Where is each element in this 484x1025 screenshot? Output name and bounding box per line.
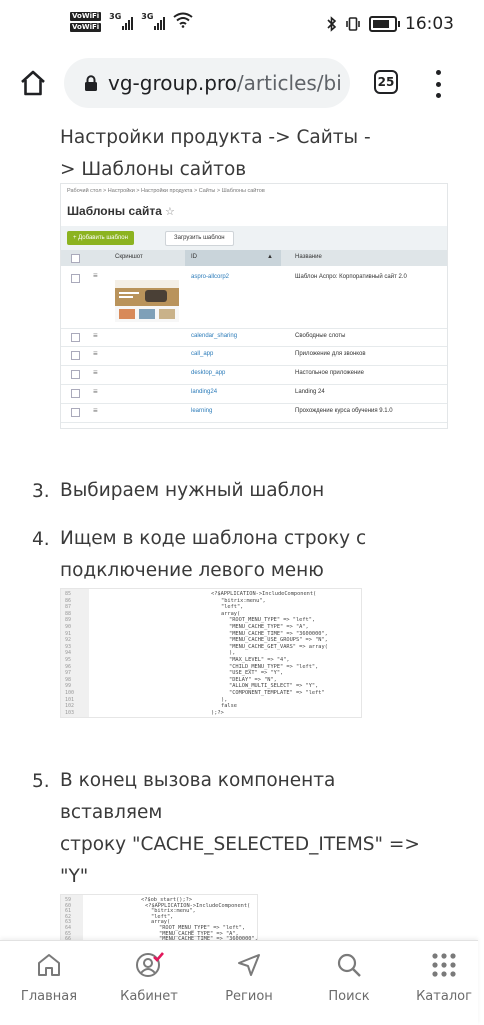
code-line-number: 64 [65,925,72,931]
s1-col-screenshot: Скриншот [115,254,143,260]
code-line-number: 91 [65,630,72,637]
step-5-line-4: "Y" [60,866,89,887]
status-right [327,14,454,34]
s1-header-checkbox [71,254,80,263]
code-line: "MENU_CACHE_TYPE" => "A", [159,930,239,937]
code-line: "MENU_CACHE_GET_VARS" => array( [229,643,328,650]
signal-2-icon: 3G [141,12,165,30]
code-line: );?> [211,709,224,716]
code-line-number: 93 [65,643,72,650]
s1-table-header [61,250,447,266]
code-line-number: 86 [65,597,72,604]
nav-region[interactable] [204,951,294,1004]
code-line: "left", [151,913,174,920]
row-menu-icon: ≡ [93,368,98,377]
nav-cabinet-label: Кабинет [120,989,178,1004]
row-id: aspro-allcorp2 [191,274,230,280]
row-name: Landing 24 [295,389,325,395]
step-5-line-2: вставляем [60,802,163,823]
step-3-text: Выбираем нужный шаблон [60,480,325,501]
code-line-number: 99 [65,683,72,690]
address-bar[interactable] [64,58,350,108]
step-5-number: 5. [32,771,50,792]
volte-badges [70,12,101,32]
code-line: "bitrix:menu", [151,908,196,915]
code-line: "MENU_CACHE_TIME" => "3600000", [229,630,328,637]
nav-search-label: Поиск [328,989,370,1004]
step-5-line-3: строку "CACHE_SELECTED_ITEMS" => [60,834,420,855]
row-checkbox [71,333,80,342]
s1-title: Шаблоны сайта [67,204,162,218]
row-name: Настольное приложение [295,370,364,376]
nav-home-label: Главная [20,989,78,1004]
s1-upload-template-button: Загрузить шаблон [165,231,234,246]
code-line-number: 100 [65,690,75,696]
code-line-number: 60 [65,902,72,909]
row-menu-icon: ≡ [93,331,98,340]
code-line-number: 65 [65,930,72,937]
row-checkbox [71,389,80,398]
code-line: ), [221,696,228,703]
volte-badge-2: VoWiFi [72,23,100,31]
code-line-number: 94 [65,650,72,657]
status-bar [0,0,478,52]
code-line: "MENU_CACHE_USE_GROUPS" => "N", [229,637,328,644]
step-5-line-1: В конец вызова компонента [60,770,336,791]
row-menu-icon: ≡ [93,271,98,280]
row-checkbox [71,351,80,360]
s1-add-template-button: + Добавить шаблон [67,231,134,245]
table-row [61,403,447,423]
tab-switcher-button[interactable]: 25 [374,70,398,94]
code-line-number: 87 [65,604,72,611]
code-screenshot-left-menu [60,588,362,718]
code-line: array( [151,919,171,926]
intro-line-1: Настройки продукта -> Сайты - [60,127,371,148]
step-3-number: 3. [32,481,50,502]
row-checkbox [71,370,80,379]
code-line: "left", [221,604,244,611]
row-checkbox [71,408,80,417]
step-4-line-2: подключение левого меню [60,560,324,581]
templates-screenshot [60,183,448,429]
code-line-number: 96 [65,663,72,670]
code-line: <?$APPLICATION->IncludeComponent( [211,591,317,597]
more-menu-icon[interactable] [432,70,444,98]
code-line-number: 88 [65,610,72,617]
status-left [70,12,193,32]
nav-region-label: Регион [225,989,273,1004]
star-icon: ☆ [165,206,175,218]
code-line-number: 101 [65,696,75,703]
row-name: Свободные слоты [295,333,346,339]
nav-catalog[interactable] [404,951,484,1004]
row-id: calendar_sharing [191,333,238,339]
intro-line-2: > Шаблоны сайтов [60,159,247,180]
code-line: "bitrix:menu", [221,597,266,604]
code-line: "USE_EXT" => "Y", [229,670,284,677]
row-checkbox [71,274,80,283]
code-line: "ALLOW_MULTI_SELECT" => "Y", [229,683,319,690]
grid-icon [430,951,458,979]
row-name: Приложение для звонков [295,351,366,357]
url-domain: vg-group.pro [108,71,237,95]
code-line-number: 85 [65,591,72,597]
code-line: "ROOT_MENU_TYPE" => "left", [229,617,316,624]
table-row [61,346,447,366]
home-icon [35,951,63,979]
article-content [0,118,478,940]
row-id: learning [191,408,213,414]
code-line: "CHILD_MENU_TYPE" => "left", [229,663,319,670]
battery-icon [369,16,397,32]
lock-icon [84,75,98,92]
code-line-number: 97 [65,670,72,677]
code-line-number: 61 [65,908,72,915]
table-row [61,384,447,404]
code-line-number: 90 [65,624,72,630]
nav-search[interactable] [304,951,394,1004]
code-line: false [221,703,237,710]
code-line-number: 59 [65,897,72,903]
search-icon [335,951,363,979]
code-line-number: 95 [65,657,72,663]
s1-col-id: ID ▲ [185,250,281,266]
code-line: "ROOT_MENU_TYPE" => "left", [159,925,246,931]
code-line-number: 103 [65,709,75,716]
row-id: desktop_app [191,370,226,376]
volte-badge-1: VoWiFi [72,12,100,20]
code-line-number: 62 [65,913,72,920]
row-menu-icon: ≡ [93,406,98,415]
browser-toolbar [0,52,478,118]
row-name: Шаблон Аспро: Корпоративный сайт 2.0 [295,274,407,280]
clock: 16:03 [405,14,454,34]
code-line: "COMPONENT_TEMPLATE" => "left" [229,690,325,696]
url-text [108,71,344,95]
home-icon[interactable] [18,68,48,98]
row-id: call_app [191,351,214,357]
template-thumbnail [115,280,179,322]
nav-home[interactable] [4,951,94,1004]
code-line: <?$ob_start();?> [141,897,193,903]
code-line: "MAX_LEVEL" => "4", [229,657,290,663]
location-arrow-icon [235,951,263,979]
code-line: <?$APPLICATION->IncludeComponent( [145,902,251,909]
account-icon [134,951,164,979]
code-line: ), [229,650,236,657]
s1-breadcrumbs: Рабочий стол > Настройки > Настройки продукта > Сайты > Шаблоны сайтов [67,188,265,194]
row-menu-icon: ≡ [93,349,98,358]
bluetooth-icon [327,16,337,32]
wifi-icon [173,12,193,28]
code-line: "MENU_CACHE_TYPE" => "A", [229,624,309,630]
step-4-number: 4. [32,529,50,550]
bottom-navigation [0,940,478,1025]
signal-1-icon: 3G [109,12,133,30]
nav-cabinet[interactable] [104,951,194,1004]
table-row [61,365,447,385]
nav-catalog-label: Каталог [416,989,472,1004]
code-line-number: 102 [65,703,75,710]
vibrate-icon [345,16,361,32]
s1-col-name: Название [295,254,322,260]
sort-asc-icon: ▲ [267,254,273,260]
code-line-number: 89 [65,617,72,624]
url-path: /articles/bi [236,71,342,95]
row-id: landing24 [191,389,218,395]
table-row [61,328,447,347]
step-4-line-1: Ищем в коде шаблона строку с [60,528,367,549]
code-line-number: 63 [65,919,72,926]
row-name: Прохождение курса обучения 9.1.0 [295,408,393,414]
code-line-number: 98 [65,676,72,683]
code-line-number: 92 [65,637,72,644]
code-line: "DELAY" => "N", [229,676,277,683]
row-menu-icon: ≡ [93,387,98,396]
code-line: array( [221,610,241,617]
